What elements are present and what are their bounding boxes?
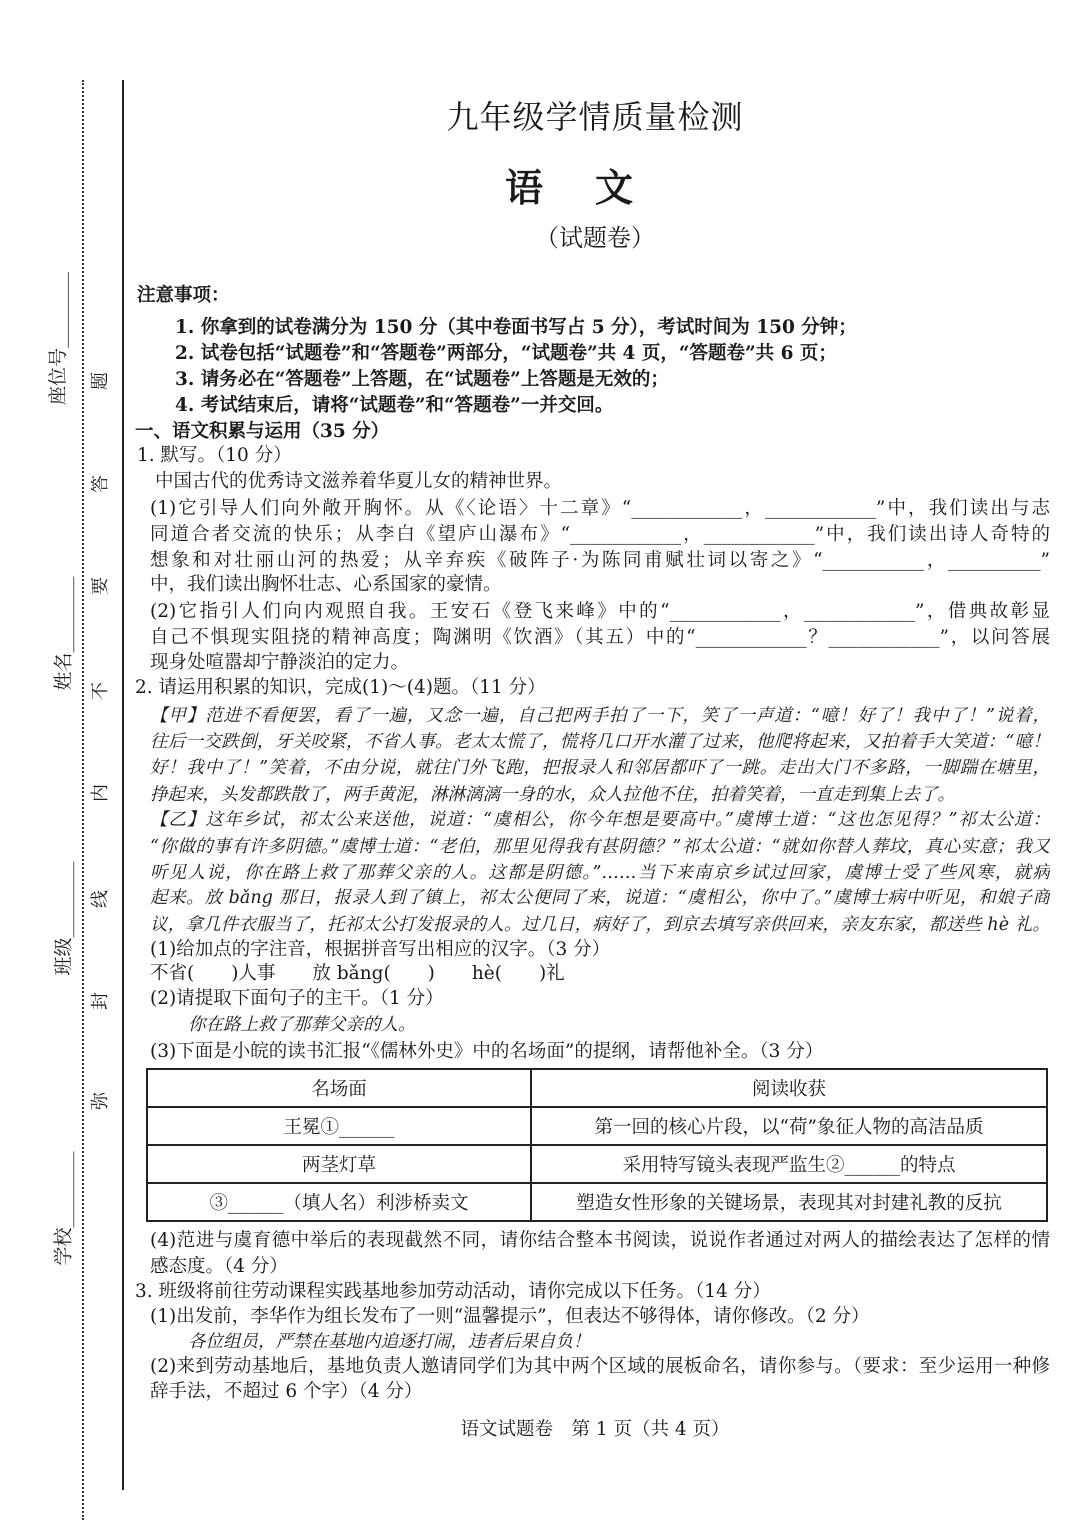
- text-line: 感态度。（4 分）: [150, 1256, 288, 1277]
- question-1: 1. 默写。（10 分）: [137, 445, 292, 466]
- table-header-row: [147, 1069, 1047, 1107]
- text-line: 2. 试卷包括“试题卷”和“答题卷”两部分，“试题卷”共 4 页，“答题卷”共 6 页；: [175, 343, 837, 364]
- class-field[interactable]: 班级________: [52, 861, 75, 976]
- paper-type: （试题卷）: [535, 224, 655, 252]
- text-line: 1. 你拿到的试卷满分为 150 分（其中卷面书写占 5 分），考试时间为 150 分钟；: [175, 317, 857, 338]
- text-line: 挣起来，头发都跌散了，两手黄泥，淋淋漓漓一身的水，众人拉他不住，拍着笑着，一直走到集上去了。: [150, 785, 955, 805]
- text-line: 自己不惧现实阻挠的精神高度；陶渊明《饮酒》（其五）中的“____________？____________”，以问答展: [150, 627, 1050, 648]
- school-field[interactable]: 学校________: [52, 1151, 75, 1266]
- text-line: 起来。放 bǎng 那日，报录人到了镇上，祁太公便同了来，说道：“虞相公，你中了。”虞博士病中听见，和娘子商: [150, 888, 1050, 908]
- text-line: 【甲】范进不看便罢，看了一遍，又念一遍，自己把两手拍了一下，笑了一声道：“噫！好了！我中了！”说着，: [150, 706, 1050, 726]
- text-line: (1)给加点的字注音，根据拼音写出相应的汉字。（3 分）: [150, 939, 611, 960]
- text-line: 你在路上救了那葬父亲的人。: [188, 1015, 416, 1035]
- text-line: 听见人说，你在路上救了那葬父亲的人。这都是阴德。”……当下来南京乡试过回家，虞博士受了些风寒，就病: [150, 863, 1050, 883]
- seal-char: 题: [90, 372, 111, 390]
- text-line: (3)下面是小皖的读书汇报“《儒林外史》中的名场面”的提纲，请帮他补全。（3 分）: [150, 1041, 824, 1062]
- text-line: 同道合者交流的快乐；从李白《望庐山瀑布》“____________，____________”中，我们读出诗人奇特的: [150, 524, 1050, 545]
- text-line: (4)范进与虞育德中举后的表现截然不同，请你结合整本书阅读，说说作者通过对两人的描绘表达了怎样的情: [150, 1230, 1050, 1251]
- text-line: 中，我们读出胸怀壮志、心系国家的豪情。: [150, 574, 502, 595]
- notice-heading: 注意事项：: [137, 285, 230, 306]
- seal-char: 封: [90, 992, 111, 1010]
- table-cell: 王冕①______: [147, 1107, 531, 1145]
- table-cell: 采用特写镜头表现严监生②______的特点: [531, 1145, 1047, 1183]
- text-line: “你做的事有许多阴德。”虞博士道：“老伯，那里见得我有甚阴德？”祁太公道：“就如你替人葬坟，真心实意；我又: [150, 837, 1050, 857]
- table-row: [147, 1107, 1047, 1145]
- text-line: 议，拿几件衣服当了，托祁太公打发报录的人。过几日，病好了，到京去填写亲供回来，亲友东家，都送些 hè 礼。: [150, 915, 1050, 935]
- text-line: 【乙】这年乡试，祁太公来送他，说道：“虞相公，你今年想是要高中。”虞博士道：“这也怎见得？”祁太公道：: [150, 810, 1050, 830]
- text-line: 各位组员，严禁在基地内追逐打闹，违者后果自负！: [188, 1332, 591, 1352]
- text-line: 4. 考试结束后，请将“试题卷”和“答题卷”一并交回。: [175, 395, 614, 416]
- seal-char: 弥: [90, 1092, 111, 1110]
- page-footer: 语文试题卷 第 1 页（共 4 页）: [460, 1419, 730, 1440]
- text-line: 好！我中了！”笑着，不由分说，就往门外飞跑，把报录人和邻居都吓了一跳。走出大门不多路，一脚踹在塘里，: [150, 758, 1050, 778]
- seat-number-field[interactable]: 座位号________: [47, 271, 70, 406]
- table-cell: ③______（填人名）利涉桥卖文: [147, 1183, 531, 1221]
- text-line: 想象和对壮丽山河的热爱；从辛弃疾《破阵子·为陈同甫赋壮词以寄之》“___________，__________”: [150, 550, 1050, 571]
- table-row: [147, 1145, 1047, 1183]
- table-cell: 塑造女性形象的关键场景，表现其对封建礼教的反抗: [531, 1183, 1047, 1221]
- table-cell: 第一回的核心片段，以“荷”象征人物的高洁品质: [531, 1107, 1047, 1145]
- text-line: 不省( )人事 放 bǎng( ) hè( )礼: [150, 963, 565, 984]
- name-field[interactable]: 姓名________: [52, 576, 75, 691]
- seal-char: 内: [90, 784, 111, 802]
- margin-rule: [122, 80, 124, 1490]
- text-line: (1)它引导人们向外敞开胸怀。从《〈论语〉十二章》“____________，____________”中，我们读出与志: [150, 498, 1050, 519]
- text-line: (2)请提取下面句子的主干。（1 分）: [150, 988, 444, 1009]
- seal-char: 要: [90, 577, 111, 595]
- table-row: [147, 1183, 1047, 1221]
- seal-char: 答: [90, 475, 111, 493]
- subject-text: 语文: [504, 165, 685, 210]
- table-header: 名场面: [147, 1069, 531, 1107]
- text-line: 往后一交跌倒，牙关咬紧，不省人事。老太太慌了，慌将几口开水灌了过来，他爬将起来，又拍着手大笑道：“噫！: [150, 732, 1050, 752]
- text-line: (1)出发前，李华作为组长发布了一则“温馨提示”，但表达不够得体，请你修改。（2 分）: [150, 1306, 870, 1327]
- table-header: 阅读收获: [531, 1069, 1047, 1107]
- text-line: (2)它指引人们向内观照自我。王安石《登飞来峰》中的“____________，____________”，借典故彰显: [150, 601, 1050, 622]
- text-line: (2)来到劳动基地后，基地负责人邀请同学们为其中两个区域的展板命名，请你参与。（要求：至少运用一种修: [150, 1356, 1050, 1377]
- seal-char: 线: [90, 890, 111, 908]
- text-line: 辞手法，不超过 6 个字）（4 分）: [150, 1381, 423, 1402]
- text-line: 3. 请务必在“答题卷”上答题，在“试题卷”上答题是无效的；: [175, 369, 669, 390]
- table-cell: 两茎灯草: [147, 1145, 531, 1183]
- text-line: 中国古代的优秀诗文滋养着华夏儿女的精神世界。: [155, 471, 563, 492]
- exam-title: 九年级学情质量检测: [446, 98, 744, 136]
- seal-char: 不: [90, 682, 111, 700]
- subject-title: [0, 157, 1080, 212]
- section-heading: 一、语文积累与运用（35 分）: [135, 421, 390, 442]
- reading-outline-table: [146, 1068, 1048, 1222]
- text-line: 现身处喧嚣却宁静淡泊的定力。: [150, 652, 410, 673]
- question-3: 3. 班级将前往劳动课程实践基地参加劳动活动，请你完成以下任务。（14 分）: [135, 1281, 771, 1302]
- question-2: 2. 请运用积累的知识，完成(1)～(4)题。（11 分）: [135, 677, 546, 698]
- seal-dotted-line: [82, 80, 84, 1520]
